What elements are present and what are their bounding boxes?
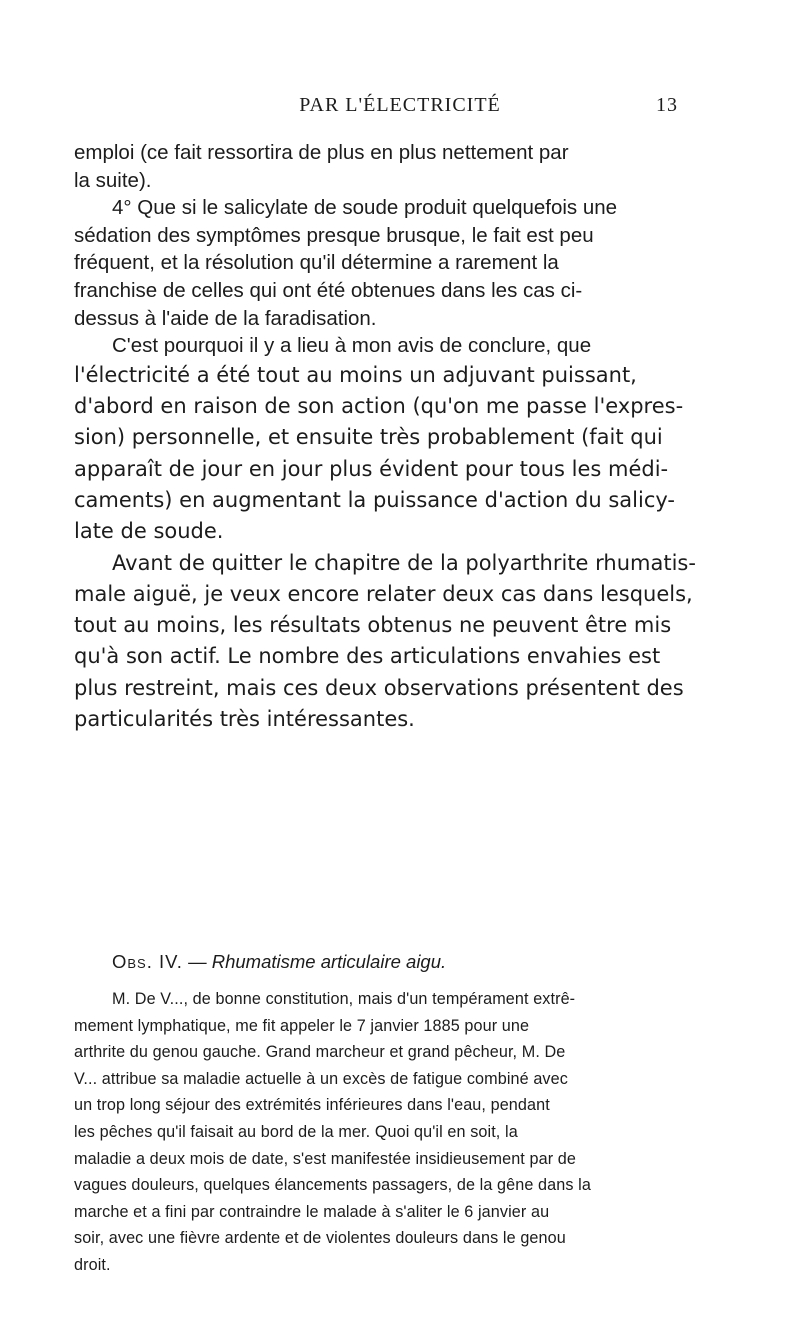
observation-line: arthrite du genou gauche. Grand marcheur et grand pêcheur, M. De [74, 1043, 566, 1062]
text-line: particularités très intéressantes. [74, 707, 415, 732]
observation-line: vagues douleurs, quelques élancements passagers, de la gêne dans la [74, 1176, 591, 1195]
observation-line: soir, avec une fièvre ardente et de violentes douleurs dans le genou [74, 1229, 566, 1248]
observation-line: M. De V..., de bonne constitution, mais d'un tempérament extrê- [112, 990, 576, 1008]
text-line: la suite). [74, 168, 152, 192]
text-line: dessus à l'aide de la faradisation. [74, 306, 377, 330]
main-text [74, 139, 736, 735]
text-line: 4° Que si le salicylate de soude produit quelquefois une [112, 196, 618, 220]
observation-subtitle: Rhumatisme articulaire aigu. [211, 951, 447, 972]
text-line: l'électricité a été tout au moins un adjuvant puissant, [74, 362, 637, 387]
page-header [0, 94, 800, 122]
observation-line: V... attribue sa maladie actuelle à un excès de fatigue combiné avec [74, 1069, 568, 1088]
observation-line: maladie a deux mois de date, s'est manifestée insidieusement par de [74, 1149, 576, 1168]
paragraph-salicylate [74, 139, 736, 332]
observation-line: un trop long séjour des extrémités inférieures dans l'eau, pendant [74, 1096, 550, 1115]
text-line: C'est pourquoi il y a lieu à mon avis de conclure, que [112, 334, 592, 358]
page-number: 13 [656, 94, 678, 116]
observation-dash: — [182, 951, 212, 972]
running-title: PAR L'ÉLECTRICITÉ [299, 94, 501, 116]
text-line: Avant de quitter le chapitre de la polyarthrite rhumatis- [112, 550, 696, 575]
observation-line: mement lymphatique, me fit appeler le 7 janvier 1885 pour une [74, 1016, 530, 1035]
text-line: franchise de celles qui ont été obtenues dans les cas ci- [74, 278, 583, 302]
text-line: tout au moins, les résultats obtenus ne peuvent être mis [74, 613, 672, 638]
observation-line: marche et a fini par contraindre le malade à s'aliter le 6 janvier au [74, 1202, 550, 1221]
paragraph-conclusion [74, 332, 736, 547]
text-line: d'abord en raison de son action (qu'on me passe l'expres- [74, 394, 684, 419]
text-line: sédation des symptômes presque brusque, le fait est peu [74, 223, 594, 247]
text-line: fréquent, et la résolution qu'il détermine a rarement la [74, 251, 559, 275]
text-line: caments) en augmentant la puissance d'action du salicy- [74, 487, 676, 512]
observation-label: Obs. IV. [112, 951, 183, 972]
observation-line: les pêches qu'il faisait au bord de la mer. Quoi qu'il en soit, la [74, 1122, 518, 1141]
paragraph-transition [74, 548, 736, 736]
text-line: qu'à son actif. Le nombre des articulations envahies est [74, 644, 661, 669]
observation-title [112, 950, 736, 974]
observation-section [74, 950, 736, 1279]
text-line: sion) personnelle, et ensuite très probablement (fait qui [74, 425, 663, 450]
text-line: emploi (ce fait ressortira de plus en plus nettement par [74, 141, 569, 164]
text-line: plus restreint, mais ces deux observations présentent des [74, 675, 684, 700]
text-line: apparaît de jour en jour plus évident pour tous les médi- [74, 456, 669, 481]
text-line: late de soude. [74, 519, 224, 544]
observation-line: droit. [74, 1255, 111, 1274]
text-line: male aiguë, je veux encore relater deux cas dans lesquels, [74, 581, 693, 606]
